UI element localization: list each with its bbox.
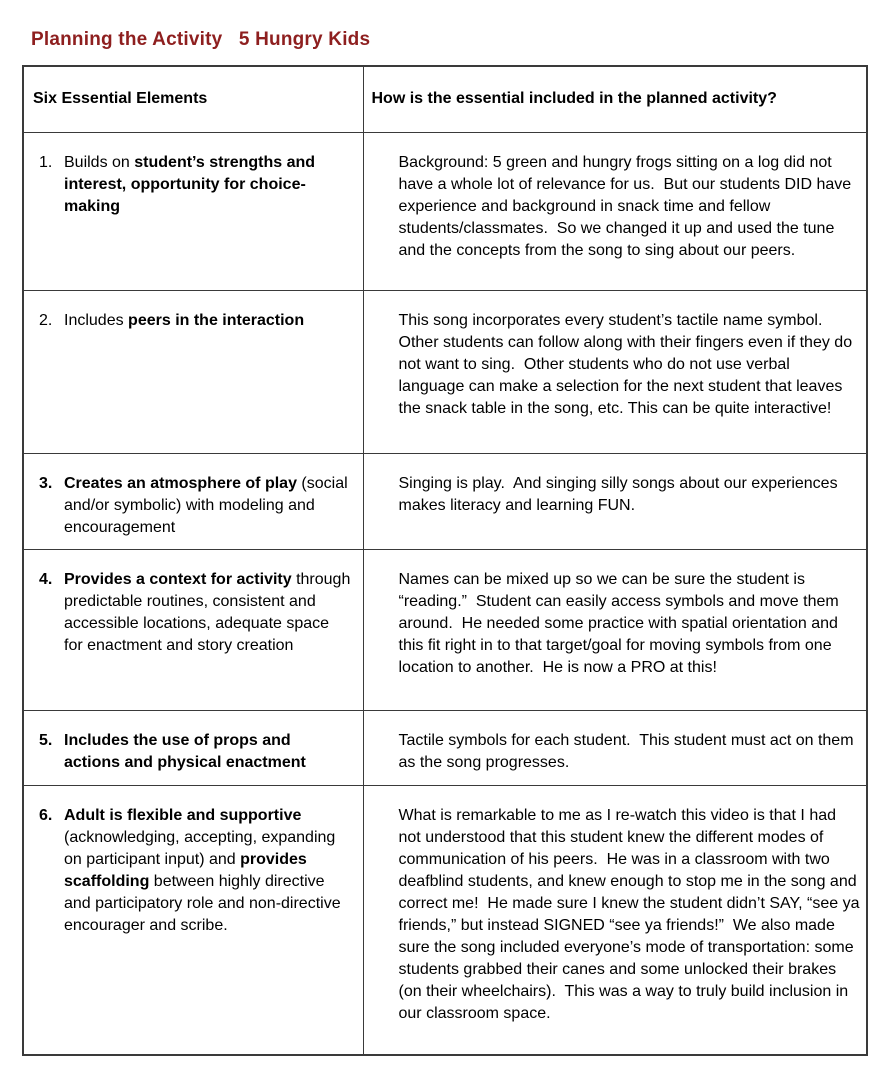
- element-cell: [23, 785, 363, 1055]
- item-number: 1.: [39, 153, 53, 171]
- how-text: This song incorporates every student’s tactile name symbol. Other students can follow along with their fingers even if they do not want to sing. Other students who do not use verbal language can make a selection for the next student that leaves the snack table in the song, etc. This can be quite interactive!: [363, 290, 867, 453]
- column-header-elements: Six Essential Elements: [23, 66, 363, 132]
- item-number: 6.: [39, 806, 53, 824]
- numbered-item: [39, 152, 351, 218]
- element-text: Adult is flexible and supportive (acknowledging, accepting, expanding on participant input) and provides scaffolding between highly directive and participatory role and non-directive encourager and scribe.: [64, 806, 346, 934]
- how-text: Names can be mixed up so we can be sure the student is “reading.” Student can easily access symbols and move them around. He needed some practice with spatial orientation and this fit right in to that target/goal for moving symbols from one location to another. He is now a PRO at this!: [363, 549, 867, 710]
- element-cell: [23, 453, 363, 549]
- element-cell: [23, 290, 363, 453]
- element-cell: [23, 549, 363, 710]
- element-text: Includes peers in the interaction: [64, 311, 305, 329]
- how-text: Background: 5 green and hungry frogs sitting on a log did not have a whole lot of relevance for us. But our students DID have experience and background in snack time and fellow students/classmates. So we changed it up and used the tune and the concepts from the song to sing about our peers.: [363, 132, 867, 290]
- table-row: [23, 132, 867, 290]
- element-text: Builds on student’s strengths and interest, opportunity for choice-making: [64, 153, 320, 215]
- numbered-item: [39, 569, 355, 657]
- table-row: [23, 710, 867, 785]
- item-number: 4.: [39, 570, 53, 588]
- column-header-how: How is the essential included in the planned activity?: [363, 66, 867, 132]
- how-text: What is remarkable to me as I re-watch this video is that I had not understood that this student knew the different modes of communication of his peers. He was in a classroom with two deafblind students, and knew enough to stop me in the song and correct me! He made sure I knew the student didn’t SAY, “see ya friends,” but instead SIGNED “see ya friends!” We also made sure the song included everyone’s mode of transportation: some students grabbed their canes and some unlocked their brakes (on their wheelchairs). This was a way to truly build inclusion in our classroom space.: [363, 785, 867, 1055]
- how-text: Singing is play. And singing silly songs about our experiences makes literacy and learning FUN.: [363, 453, 867, 549]
- numbered-item: [39, 310, 351, 332]
- numbered-item: [39, 805, 351, 937]
- table-row: [23, 549, 867, 710]
- table-row: [23, 785, 867, 1055]
- page-title: Planning the Activity 5 Hungry Kids: [31, 29, 371, 50]
- element-text: Includes the use of props and actions and physical enactment: [64, 731, 306, 771]
- item-number: 3.: [39, 474, 53, 492]
- element-cell: [23, 132, 363, 290]
- table-row: [23, 453, 867, 549]
- how-text: Tactile symbols for each student. This student must act on them as the song progresses.: [363, 710, 867, 785]
- element-text: Creates an atmosphere of play (social and/or symbolic) with modeling and encouragement: [64, 474, 353, 536]
- numbered-item: [39, 730, 351, 774]
- item-number: 5.: [39, 731, 53, 749]
- element-text: Provides a context for activity through predictable routines, consistent and accessible locations, adequate space for enactment and story creation: [64, 570, 355, 654]
- numbered-item: [39, 473, 351, 539]
- element-cell: [23, 710, 363, 785]
- planning-table: [22, 65, 868, 1056]
- table-row: [23, 290, 867, 453]
- item-number: 2.: [39, 311, 53, 329]
- header-row: [23, 66, 867, 132]
